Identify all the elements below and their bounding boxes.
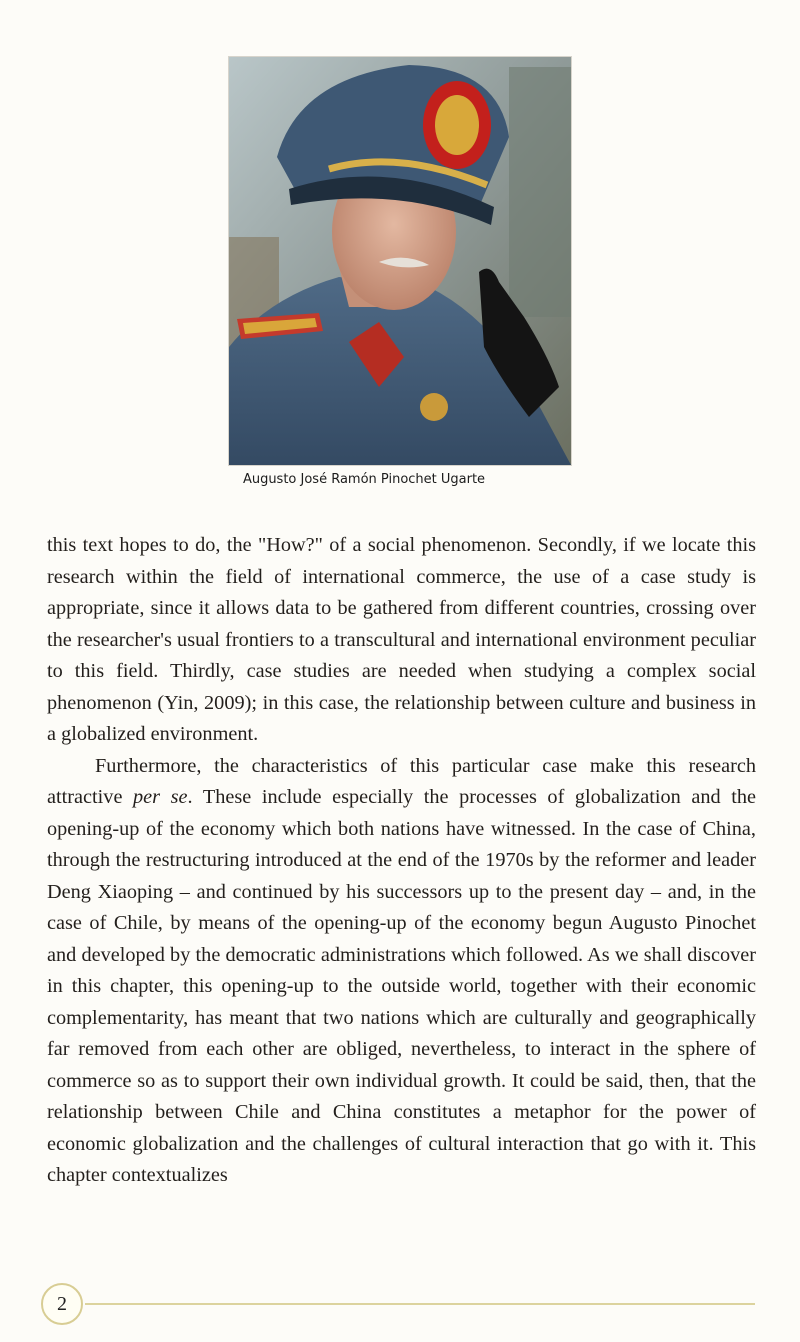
body-text (47, 530, 756, 1192)
paragraph-1: this text hopes to do, the "How?" of a social phenomenon. Secondly, if we locate this research within the field of international commerce, the use of a case study is appropriate, since it allows data to be gathered from different countries, crossing over the researcher's usual frontiers to a transcultural and international environment peculiar to this field. Thirdly, case studies are needed when studying a complex social phenomenon (Yin, 2009); in this case, the relationship between culture and business in a globalized environment. (47, 534, 756, 745)
paragraph-2-italic-term: per se (133, 786, 188, 808)
paragraph-2-text-start: Furthermore, the characteristics of this particular case make this research attractive (47, 754, 756, 808)
figure-caption: Augusto José Ramón Pinochet Ugarte (242, 472, 486, 487)
footer-rule (85, 1303, 755, 1305)
portrait-illustration (229, 57, 571, 465)
portrait-photo (228, 56, 572, 466)
paragraph-2-text-end: . These include especially the processes of globalization and the opening-up of the economy which both nations have witnessed. In the case of China, through the restructuring introduced at the end of the 1970s by the reformer and leader Deng Xiaoping – and continued by his successors up to the present day – and, in the case of Chile, by means of the opening-up of the economy begun Augusto Pinochet and developed by the democratic administrations which followed. As we shall discover in this chapter, this opening-up to the outside world, together with their economic complementarity, has meant that two nations which are culturally and geographically far removed from each other are obliged, nevertheless, to interact in the sphere of commerce so as to support their own individual growth. It could be said, then, that the relationship between Chile and China constitutes a metaphor for the power of economic globalization and the challenges of cultural interaction that go with it. This chapter contextualizes (47, 786, 757, 1186)
paragraph-2 (47, 751, 756, 1192)
page-number: 2 (41, 1283, 83, 1325)
